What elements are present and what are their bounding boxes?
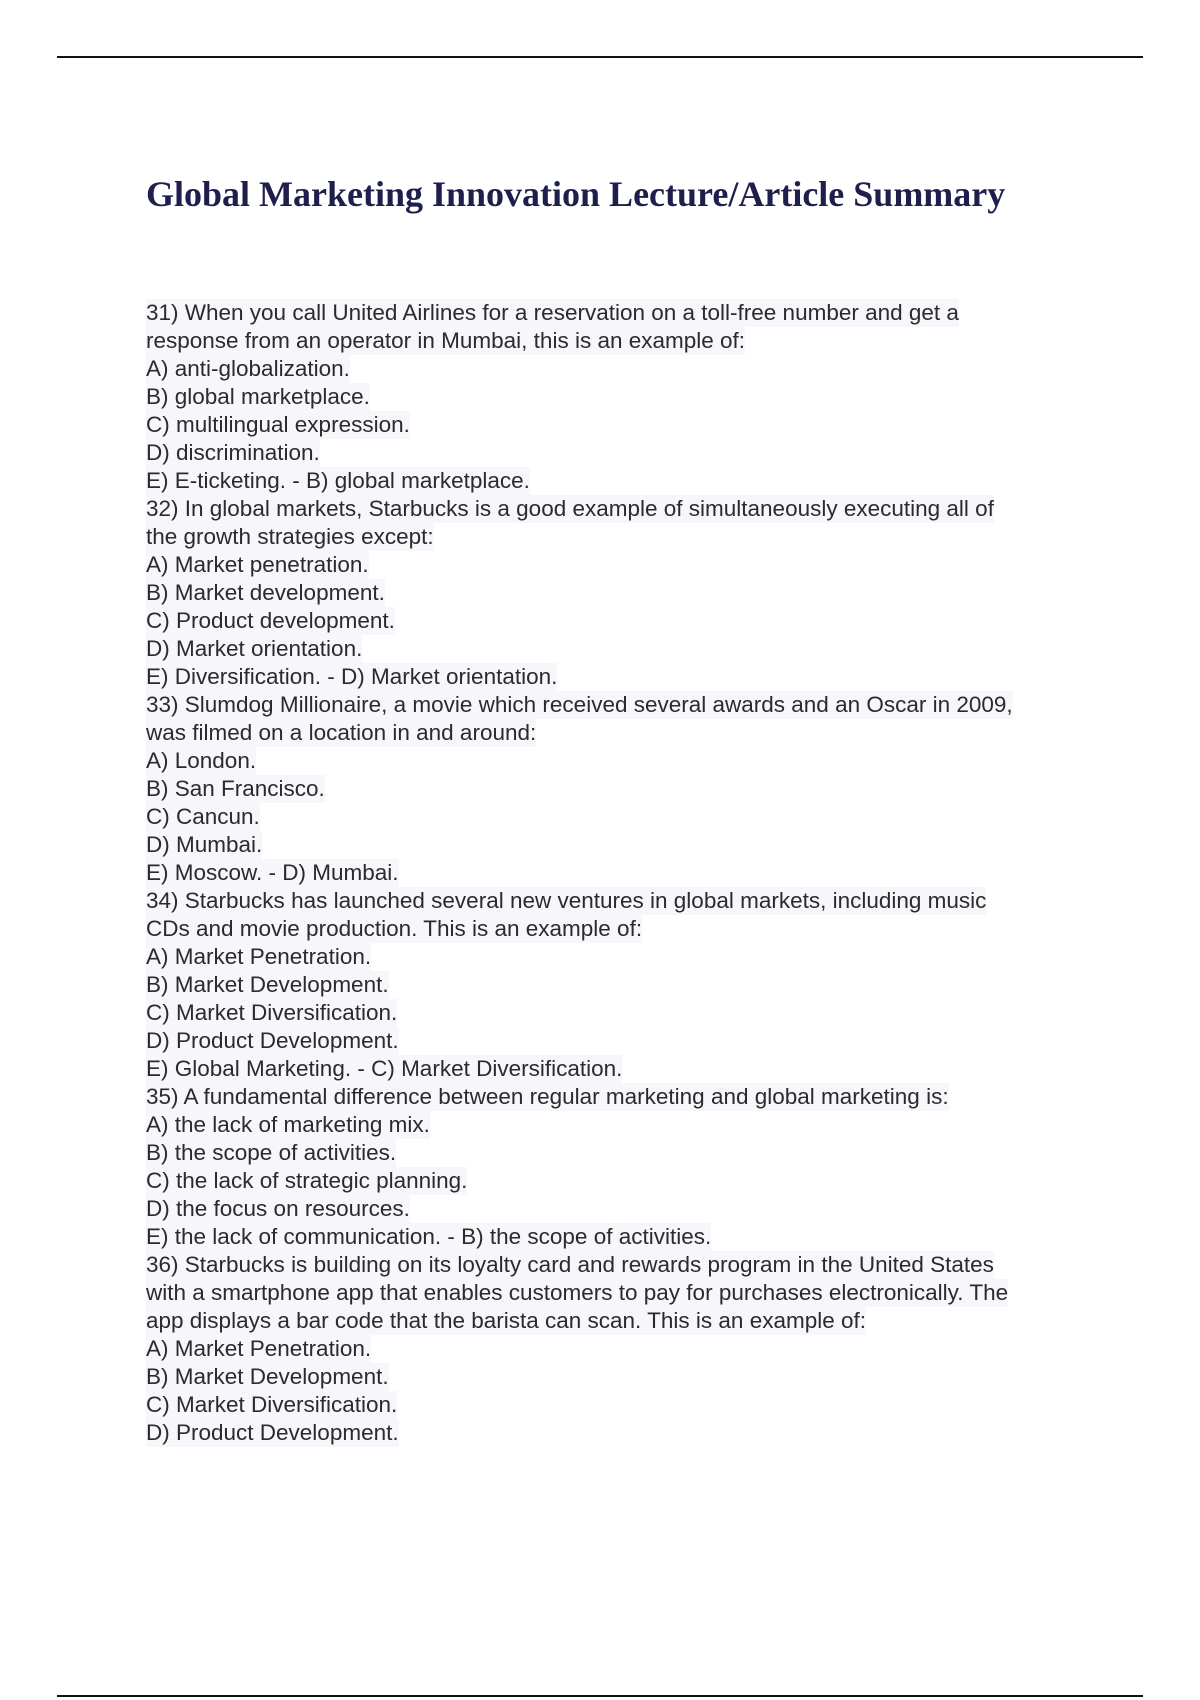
question-text-line: response from an operator in Mumbai, this is an example of:: [146, 328, 746, 353]
question-text-line: 35) A fundamental difference between regular marketing and global marketing is:: [146, 1084, 949, 1109]
question-36: [146, 1251, 1106, 1447]
question-text-line: the growth strategies except:: [146, 524, 434, 549]
answer-option-with-key: E) Global Marketing. - C) Market Diversification.: [146, 1056, 623, 1081]
answer-option-with-key: E) the lack of communication. - B) the scope of activities.: [146, 1224, 712, 1249]
top-rule: [57, 56, 1143, 58]
answer-option: B) Market Development.: [146, 1364, 389, 1389]
answer-option: C) the lack of strategic planning.: [146, 1168, 468, 1193]
answer-option: C) Product development.: [146, 608, 395, 633]
answer-option: D) Mumbai.: [146, 832, 263, 857]
question-33: [146, 691, 1106, 887]
question-32: [146, 495, 1106, 691]
answer-option: C) Market Diversification.: [146, 1392, 398, 1417]
answer-option: B) Market Development.: [146, 972, 389, 997]
answer-option: B) San Francisco.: [146, 776, 325, 801]
answer-option-with-key: E) Diversification. - D) Market orientation.: [146, 664, 558, 689]
question-text-line: CDs and movie production. This is an example of:: [146, 916, 643, 941]
answer-option: B) Market development.: [146, 580, 385, 605]
answer-option: C) multilingual expression.: [146, 412, 410, 437]
question-text-line: 34) Starbucks has launched several new ventures in global markets, including music: [146, 888, 987, 913]
answer-option: B) the scope of activities.: [146, 1140, 397, 1165]
answer-option: A) the lack of marketing mix.: [146, 1112, 430, 1137]
question-text-line: 32) In global markets, Starbucks is a good example of simultaneously executing all of: [146, 496, 994, 521]
question-text-line: was filmed on a location in and around:: [146, 720, 537, 745]
answer-option: D) Product Development.: [146, 1028, 399, 1053]
answer-option: A) Market penetration.: [146, 552, 369, 577]
answer-option: A) Market Penetration.: [146, 944, 372, 969]
answer-option-with-key: E) E-ticketing. - B) global marketplace.: [146, 468, 530, 493]
answer-option: C) Cancun.: [146, 804, 260, 829]
answer-option: A) Market Penetration.: [146, 1336, 372, 1361]
answer-option: D) the focus on resources.: [146, 1196, 410, 1221]
page-title: Global Marketing Innovation Lecture/Article Summary: [146, 174, 1006, 214]
answer-option: D) discrimination.: [146, 440, 320, 465]
question-34: [146, 887, 1106, 1083]
answer-option: D) Product Development.: [146, 1420, 399, 1445]
answer-option: A) London.: [146, 748, 257, 773]
question-text-line: app displays a bar code that the barista can scan. This is an example of:: [146, 1308, 866, 1333]
question-text-line: 33) Slumdog Millionaire, a movie which received several awards and an Oscar in 2009,: [146, 692, 1013, 717]
question-31: [146, 299, 1106, 495]
question-text-line: 31) When you call United Airlines for a reservation on a toll-free number and get a: [146, 300, 959, 325]
answer-option: D) Market orientation.: [146, 636, 363, 661]
answer-option: A) anti-globalization.: [146, 356, 350, 381]
answer-option-with-key: E) Moscow. - D) Mumbai.: [146, 860, 399, 885]
document-body: [146, 299, 1106, 1447]
question-35: [146, 1083, 1106, 1251]
question-text-line: with a smartphone app that enables customers to pay for purchases electronically. The: [146, 1280, 1009, 1305]
answer-option: C) Market Diversification.: [146, 1000, 398, 1025]
question-text-line: 36) Starbucks is building on its loyalty card and rewards program in the United States: [146, 1252, 994, 1277]
bottom-rule: [57, 1695, 1143, 1697]
answer-option: B) global marketplace.: [146, 384, 370, 409]
